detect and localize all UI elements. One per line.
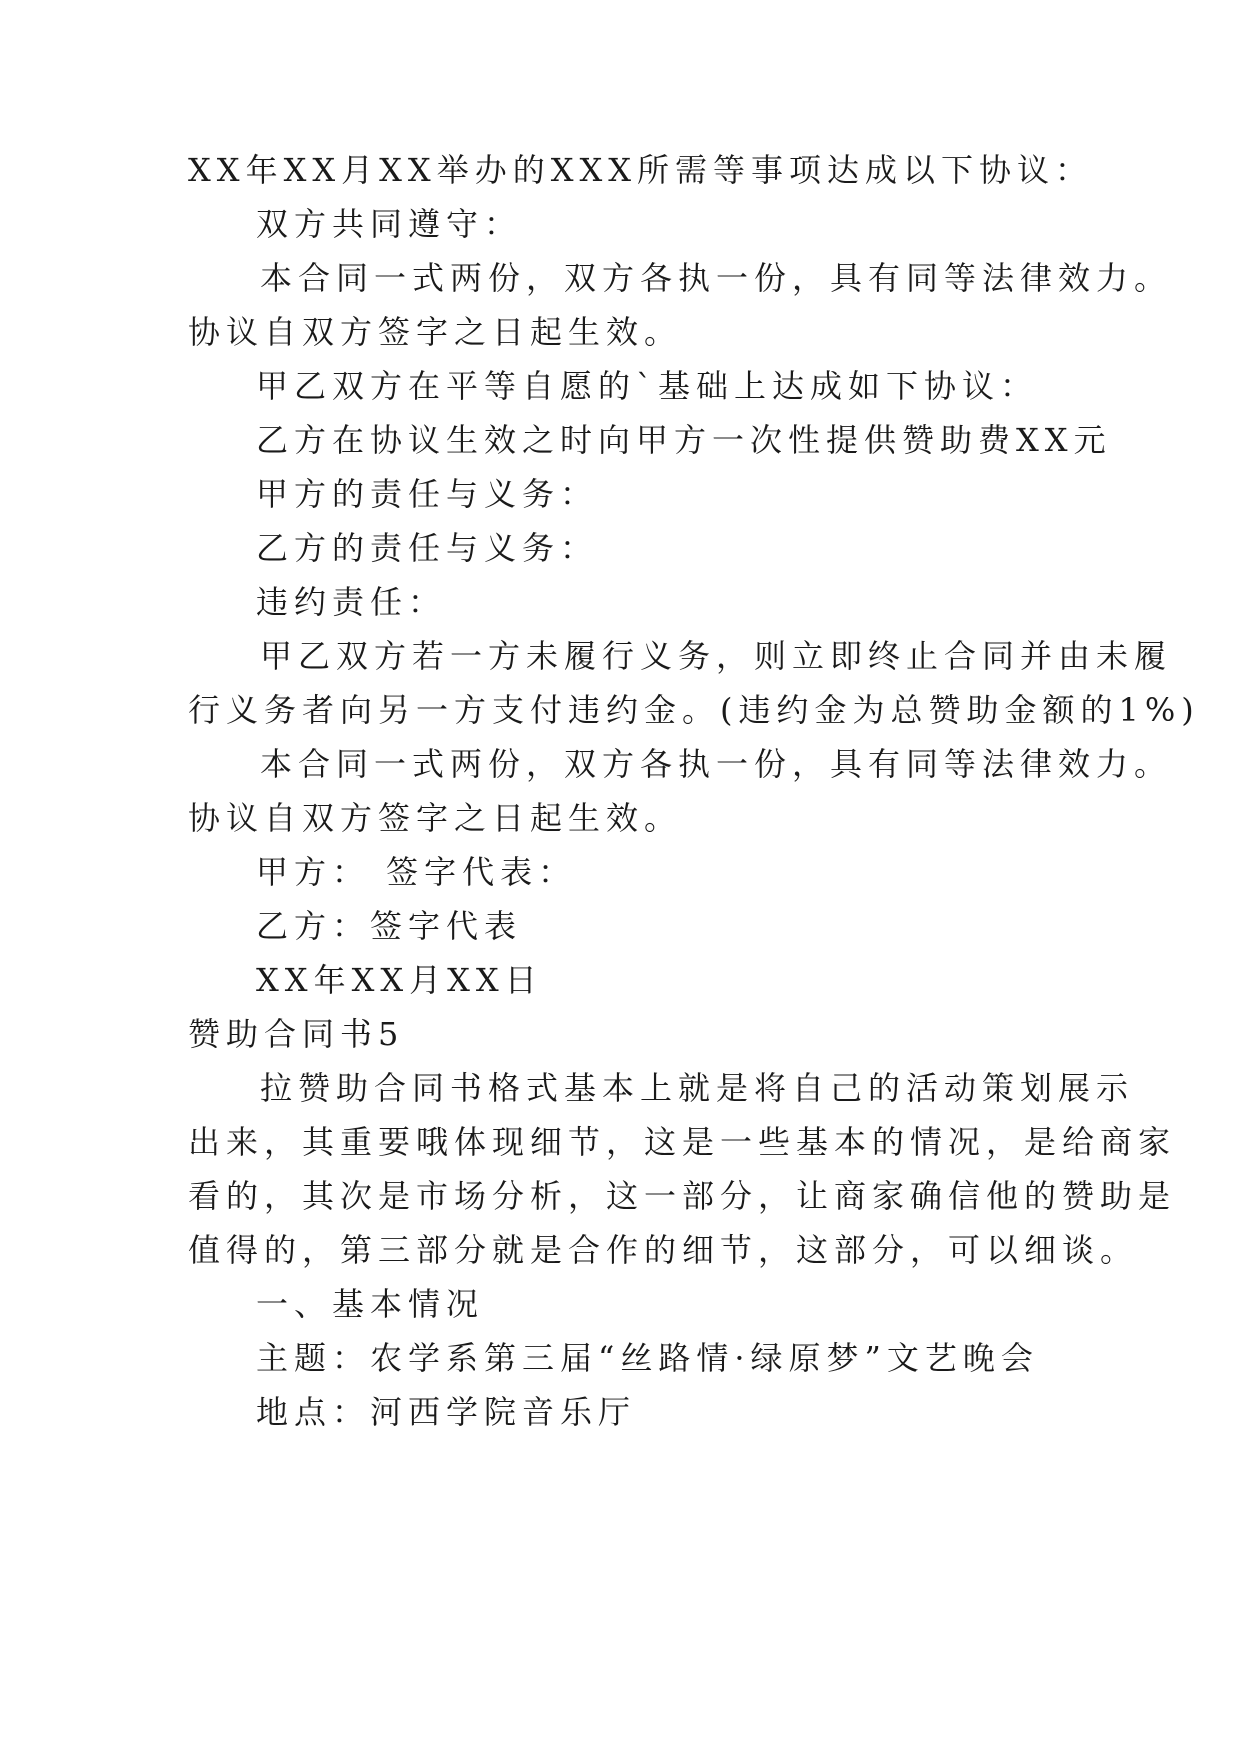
text-line: 本合同一式两份，双方各执一份，具有同等法律效力。 xyxy=(260,745,1173,783)
text-line: 出来，其重要哦体现细节，这是一些基本的情况，是给商家 xyxy=(188,1123,1177,1161)
text-line: 看的，其次是市场分析，这一部分，让商家确信他的赞助是 xyxy=(188,1177,1177,1215)
text-line: 协议自双方签字之日起生效。 xyxy=(188,799,683,837)
text-line: 拉赞助合同书格式基本上就是将自己的活动策划展示 xyxy=(260,1069,1135,1107)
text-line: 协议自双方签字之日起生效。 xyxy=(188,313,683,351)
text-line: XX年XX月XX日 xyxy=(256,961,543,999)
text-line: 地点：河西学院音乐厅 xyxy=(256,1393,637,1431)
text-line: 主题：农学系第三届“丝路情·绿原梦”文艺晚会 xyxy=(256,1339,1039,1377)
text-line: 行义务者向另一方支付违约金。(违约金为总赞助金额的1%) xyxy=(188,691,1200,729)
text-line: 值得的，第三部分就是合作的细节，这部分，可以细谈。 xyxy=(188,1231,1139,1269)
text-line: 本合同一式两份，双方各执一份，具有同等法律效力。 xyxy=(260,259,1173,297)
text-line: 甲乙双方若一方未履行义务，则立即终止合同并由未履 xyxy=(260,637,1173,675)
text-line: 乙方在协议生效之时向甲方一次性提供赞助费XX元 xyxy=(256,421,1112,459)
text-line: 双方共同遵守： xyxy=(256,205,523,243)
text-line: 乙方：签字代表 xyxy=(256,907,523,945)
text-line: 甲乙双方在平等自愿的`基础上达成如下协议： xyxy=(256,367,1039,405)
text-line: 一、基本情况 xyxy=(256,1285,485,1323)
text-line: 甲方的责任与义务： xyxy=(256,475,599,513)
text-line: XX年XX月XX举办的XXX所需等事项达成以下协议： xyxy=(188,151,1094,189)
text-line: 甲方： 签字代表： xyxy=(256,853,577,891)
text-line: 违约责任： xyxy=(256,583,447,621)
section-heading: 赞助合同书5 xyxy=(188,1015,405,1053)
text-line: 乙方的责任与义务： xyxy=(256,529,599,567)
